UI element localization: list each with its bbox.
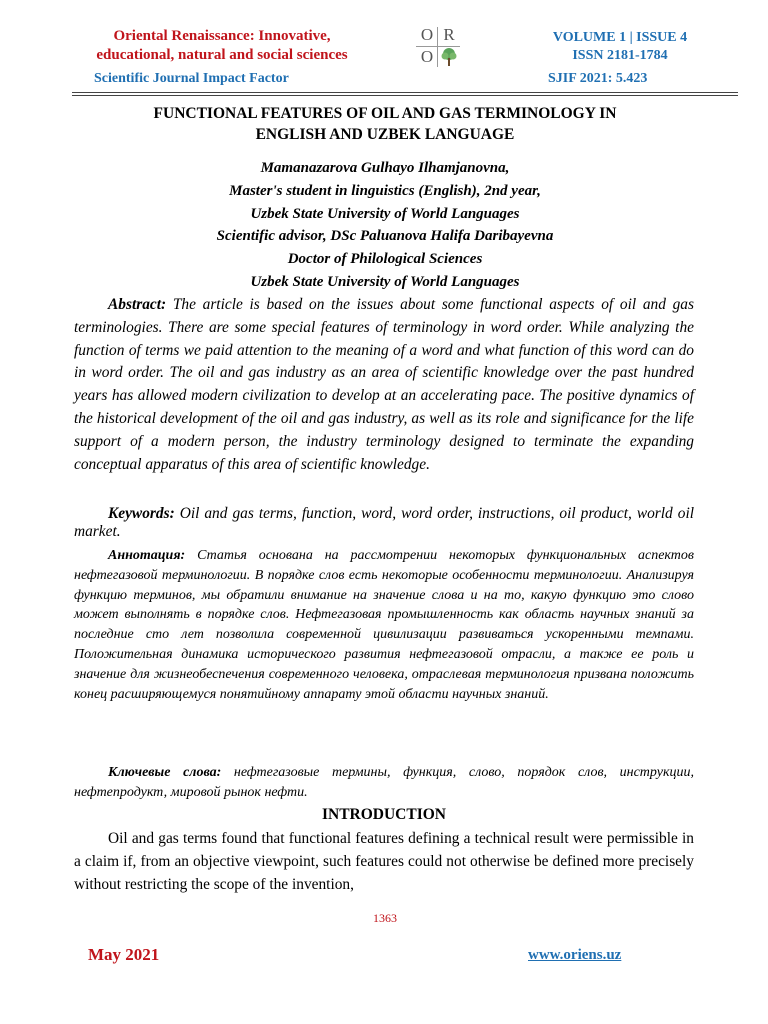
journal-title-line-1: Oriental Renaissance: Innovative, xyxy=(113,28,331,44)
advisor-degree: Doctor of Philological Sciences xyxy=(287,251,483,268)
author-block xyxy=(90,157,680,294)
header-rule xyxy=(72,92,738,93)
keywords-text: Oil and gas terms, function, word, word order, instructions, oil product, world oil market. xyxy=(74,505,694,540)
impact-factor-label: Scientific Journal Impact Factor xyxy=(94,71,289,86)
article-title-line-2: ENGLISH AND UZBEK LANGUAGE xyxy=(255,126,515,143)
issue-date: May 2021 xyxy=(88,945,160,964)
annotation-paragraph xyxy=(74,546,694,704)
logo-letter-o-2: O xyxy=(420,47,434,66)
logo-letter-r: R xyxy=(443,25,455,44)
header-rule-2 xyxy=(72,95,738,96)
keywords-ru-paragraph xyxy=(74,763,694,803)
annotation-label: Аннотация: xyxy=(108,548,186,563)
author-name: Mamanazarova Gulhayo Ilhamjanovna, xyxy=(260,160,510,176)
journal-title xyxy=(72,27,372,65)
section-heading-introduction: INTRODUCTION xyxy=(321,806,446,823)
annotation-text: Статья основана на рассмотрении некоторых функциональных аспектов нефтегазовой терминологии. В порядке слов есть некоторые особенности терминологии. Анализируя функцию терминов, мы обратили внимание на значение слова и на то, какую функцию это слово может выполнять в порядке слов. Нефтегазовая промышленность как область научных знаний за последние сто лет позволила современной цивилизации развиваться ускоренными темпами. Положительная динамика исторического развития нефтегазовой отрасли, а также ее роль и значение для жизнеобеспечения современного человека, отраслевая терминология призвана положить конец расширяющемуся понятийному аппарату этой области научных знаний. xyxy=(74,548,694,702)
keywords-label: Keywords: xyxy=(108,505,175,522)
issue-info xyxy=(520,29,720,65)
keywords-ru-text: нефтегазовые термины, функция, слово, порядок слов, инструкции, нефтепродукт, мировой рынок нефти. xyxy=(74,765,694,800)
article-title-line-1: FUNCTIONAL FEATURES OF OIL AND GAS TERMINOLOGY IN xyxy=(153,105,617,122)
introduction-paragraph: Oil and gas terms found that functional features defining a technical result were permissible in a claim if, from an objective viewpoint, such features could not otherwise be defined more precisely without restricting the scope of the invention, xyxy=(74,830,694,893)
journal-title-line-2: educational, natural and social sciences xyxy=(96,47,348,63)
keywords-paragraph xyxy=(74,505,694,541)
issn: ISSN 2181-1784 xyxy=(572,48,668,63)
sjif-rating: SJIF 2021: 5.423 xyxy=(548,71,648,86)
volume-issue: VOLUME 1 | ISSUE 4 xyxy=(552,30,688,45)
advisor-affiliation: Uzbek State University of World Languages xyxy=(250,273,520,290)
author-affiliation: Uzbek State University of World Languages xyxy=(250,205,520,222)
journal-logo xyxy=(413,25,463,69)
keywords-ru-label: Ключевые слова: xyxy=(108,765,222,780)
abstract-text: The article is based on the issues about some functional aspects of oil and gas terminologies. There are some special features of terminology in word order. While analyzing the function of terms we paid attention to the meaning of a word and what function of this word can do in word order. The oil and gas industry as an area of scientific knowledge over the past hundred years has allowed modern civilization to develop at an accelerating pace. The positive dynamics of the historical development of the oil and gas industry, as well as its role and significance for the life support of a modern person, the industry terminology designed to terminate the expanding conceptual apparatus of this area of scientific knowledge. xyxy=(74,296,694,473)
abstract-label: Abstract: xyxy=(108,296,167,313)
tree-icon xyxy=(439,47,459,67)
logo-divider-vertical xyxy=(437,27,438,67)
advisor-name: Scientific advisor, DSc Paluanova Halifa Daribayevna xyxy=(216,228,554,245)
abstract-paragraph xyxy=(74,294,694,476)
logo-letter-o: O xyxy=(420,25,434,44)
page-number: 1363 xyxy=(373,911,397,925)
article-title xyxy=(90,103,680,145)
website-link[interactable]: www.oriens.uz xyxy=(528,947,622,963)
author-position: Master's student in linguistics (English), 2nd year, xyxy=(229,182,541,199)
